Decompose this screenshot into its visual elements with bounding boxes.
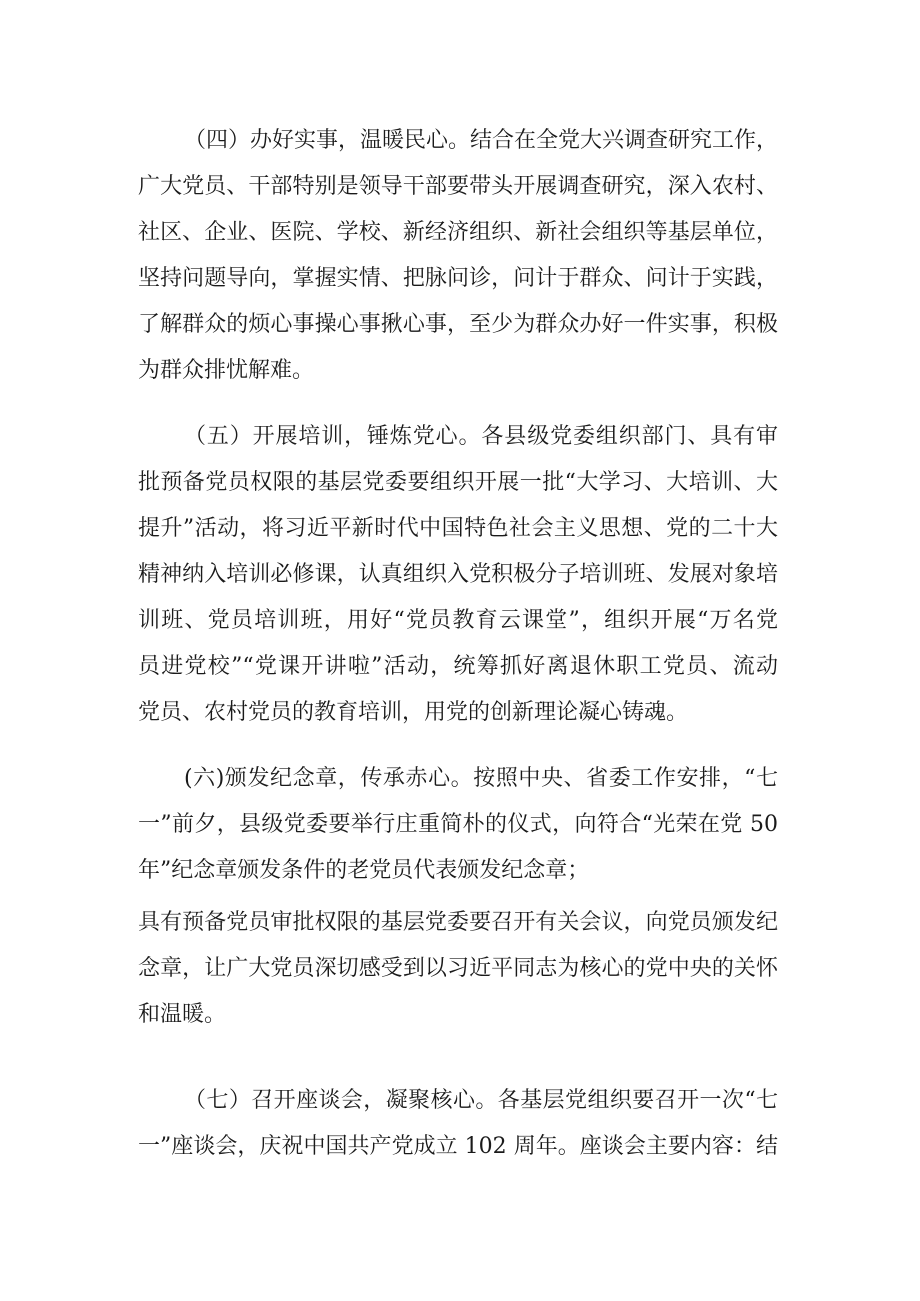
paragraph-4-line: 坚持问题导向，掌握实情、把脉问诊，问计于群众、问计于实践，: [138, 266, 778, 291]
paragraph-6-line: 年”纪念章颁发条件的老党员代表颁发纪念章；: [138, 858, 590, 883]
paragraph-5-line: 批预备党员权限的基层党委要组织开展一批“大学习、大培训、大: [138, 470, 778, 495]
paragraph-6-line: 和温暖。: [138, 1002, 227, 1027]
paragraph-5-line: 党员、农村党员的教育培训，用党的创新理论凝心铸魂。: [138, 700, 689, 725]
paragraph-5-line: 员进党校”“党课开讲啦”活动，统筹抓好离退休职工党员、流动: [138, 654, 778, 679]
paragraph-5-line: 提升”活动，将习近平新时代中国特色社会主义思想、党的二十大: [138, 516, 778, 541]
paragraph-4-line: 社区、企业、医院、学校、新经济组织、新社会组织等基层单位，: [138, 220, 778, 245]
paragraph-4-line: 了解群众的烦心事操心事揪心事，至少为群众办好一件实事，积极: [138, 312, 778, 337]
paragraph-6-line: (六)颁发纪念章，传承赤心。按照中央、省委工作安排，“七: [184, 766, 778, 791]
paragraph-6-line: 一”前夕，县级党委要举行庄重简朴的仪式，向符合“光荣在党 50: [138, 812, 778, 837]
paragraph-5-line: 训班、党员培训班，用好“党员教育云课堂”，组织开展“万名党: [138, 608, 778, 633]
paragraph-6-line: 念章，让广大党员深切感受到以习近平同志为核心的党中央的关怀: [138, 956, 778, 981]
paragraph-5-line: （五）开展培训，锤炼党心。各县级党委组织部门、具有审: [184, 424, 778, 449]
paragraph-4-line: 为群众排忧解难。: [138, 358, 315, 383]
paragraph-4-line: （四）办好实事，温暖民心。结合在全党大兴调查研究工作，: [184, 128, 778, 153]
paragraph-5-line: 精神纳入培训必修课，认真组织入党积极分子培训班、发展对象培: [138, 562, 778, 587]
paragraph-7-line: （七）召开座谈会，凝聚核心。各基层党组织要召开一次“七: [184, 1088, 778, 1113]
paragraph-4-line: 广大党员、干部特别是领导干部要带头开展调查研究，深入农村、: [138, 174, 778, 199]
paragraph-6-line: 具有预备党员审批权限的基层党委要召开有关会议，向党员颁发纪: [138, 910, 778, 935]
paragraph-7-line: 一”座谈会，庆祝中国共产党成立 102 周年。座谈会主要内容：结: [138, 1134, 778, 1159]
